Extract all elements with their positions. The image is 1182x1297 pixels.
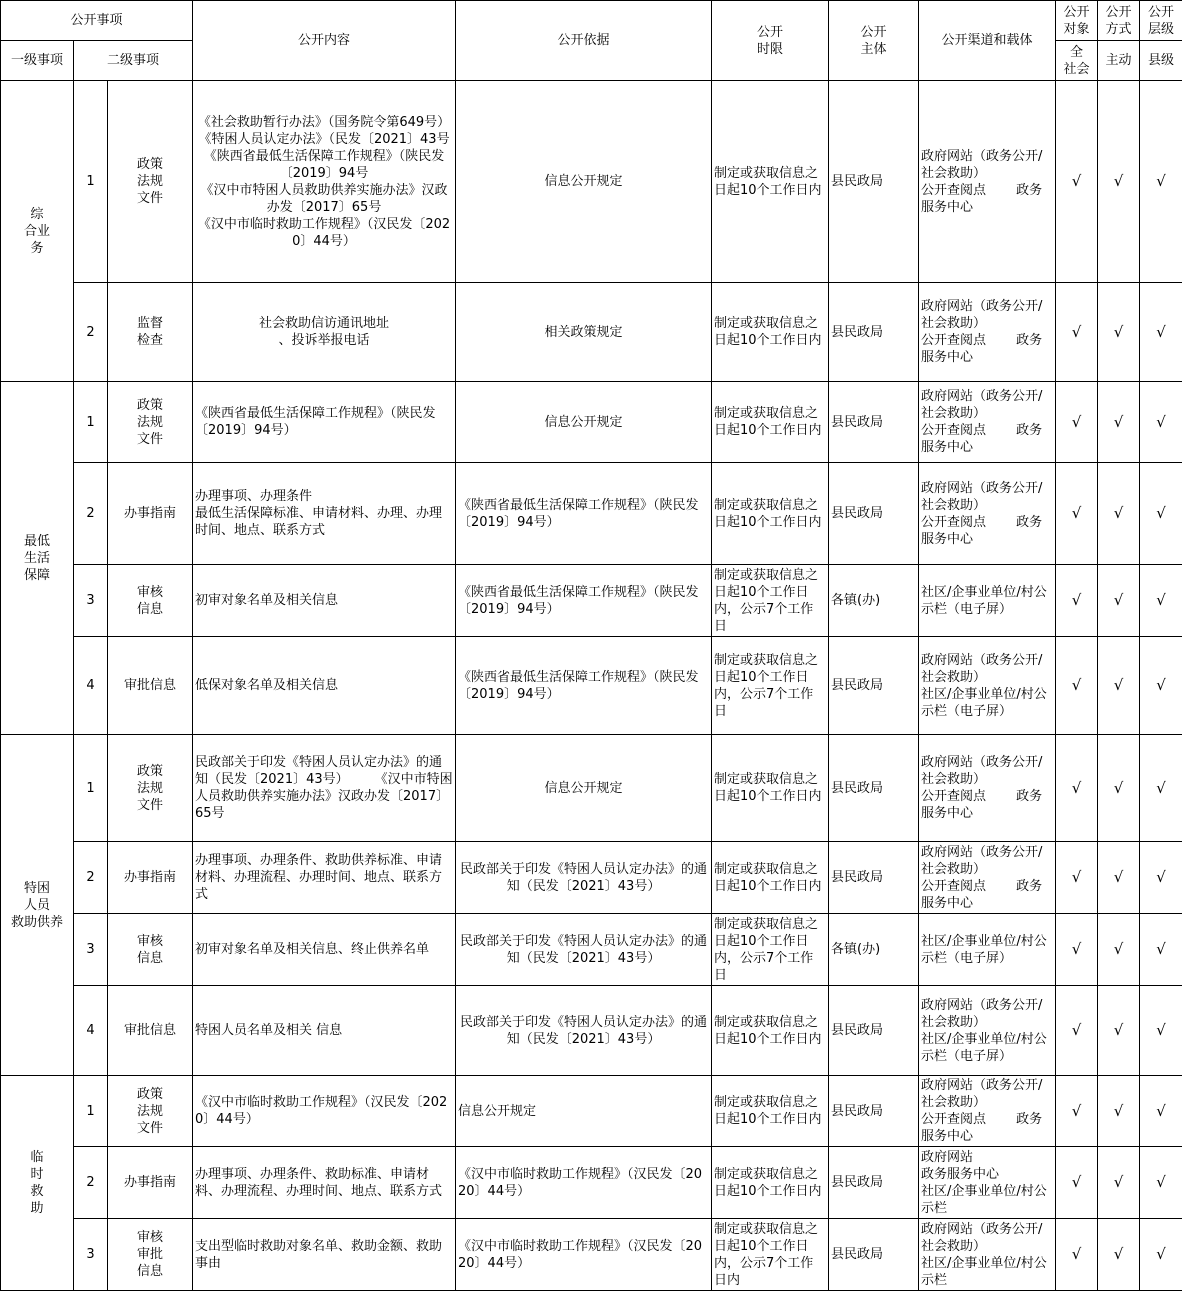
basis-cell: 民政部关于印发《特困人员认定办法》的通知（民发〔2021〕43号） [456, 986, 712, 1076]
basis-cell: 《汉中市临时救助工作规程》（汉民发〔2020〕44号） [456, 1147, 712, 1219]
header-basis: 公开依据 [456, 1, 712, 81]
check-mark-audience: √ [1056, 986, 1098, 1076]
table-body [1, 81, 1182, 1291]
check-mark-audience: √ [1056, 1219, 1098, 1291]
time-limit-cell: 制定或获取信息之日起10个工作日内 [712, 735, 829, 842]
table-row [1, 283, 1182, 382]
check-mark-method: √ [1098, 565, 1140, 637]
content-cell: 《社会救助暂行办法》（国务院令第649号） 《特困人员认定办法》（民发〔2021〕43号 《陕西省最低生活保障工作规程》（陕民发〔2019〕94号 《汉中市特困人员救助供养实施办法》汉政办发〔2017〕65号 《汉中市临时救助工作规程》（汉民发〔2020〕44号） [193, 81, 456, 283]
table-row [1, 986, 1182, 1076]
time-limit-cell: 制定或获取信息之日起10个工作日内 [712, 1147, 829, 1219]
subject-cell: 县民政局 [829, 842, 919, 914]
time-limit-cell: 制定或获取信息之日起10个工作日内 [712, 842, 829, 914]
row-number: 1 [74, 735, 108, 842]
channel-cell: 政府网站（政务公开/社会救助） 社区/企事业单位/村公示栏 [919, 1219, 1056, 1291]
content-cell: 办理事项、办理条件、救助标准、申请材料、办理流程、办理时间、地点、联系方式 [193, 1147, 456, 1219]
content-cell: 初审对象名单及相关信息 [193, 565, 456, 637]
subject-cell: 县民政局 [829, 735, 919, 842]
check-mark-method: √ [1098, 463, 1140, 565]
content-cell: 支出型临时救助对象名单、救助金额、救助事由 [193, 1219, 456, 1291]
content-cell: 低保对象名单及相关信息 [193, 637, 456, 735]
sub-item: 审核 信息 [108, 914, 193, 986]
time-limit-cell: 制定或获取信息之日起10个工作日内，公示7个工作日 [712, 565, 829, 637]
table-row [1, 463, 1182, 565]
channel-cell: 政府网站（政务公开/社会救助） 社区/企事业单位/村公示栏（电子屏） [919, 637, 1056, 735]
header-county-level: 县级 [1140, 41, 1182, 81]
check-mark-level: √ [1140, 283, 1182, 382]
check-mark-audience: √ [1056, 463, 1098, 565]
row-number: 4 [74, 637, 108, 735]
header-whole-society: 全 社会 [1056, 41, 1098, 81]
subject-cell: 县民政局 [829, 1076, 919, 1147]
content-cell: 初审对象名单及相关信息、终止供养名单 [193, 914, 456, 986]
check-mark-level: √ [1140, 986, 1182, 1076]
check-mark-method: √ [1098, 637, 1140, 735]
basis-cell: 民政部关于印发《特困人员认定办法》的通知（民发〔2021〕43号） [456, 842, 712, 914]
subject-cell: 县民政局 [829, 283, 919, 382]
table-row [1, 382, 1182, 463]
sub-item: 监督 检查 [108, 283, 193, 382]
time-limit-cell: 制定或获取信息之日起10个工作日内 [712, 81, 829, 283]
check-mark-method: √ [1098, 1076, 1140, 1147]
basis-cell: 《陕西省最低生活保障工作规程》（陕民发〔2019〕94号） [456, 565, 712, 637]
header-time-limit: 公开 时限 [712, 1, 829, 81]
row-number: 2 [74, 283, 108, 382]
check-mark-method: √ [1098, 81, 1140, 283]
sub-item: 办事指南 [108, 842, 193, 914]
subject-cell: 县民政局 [829, 1219, 919, 1291]
subject-cell: 县民政局 [829, 463, 919, 565]
header-proactive: 主动 [1098, 41, 1140, 81]
channel-cell: 政府网站（政务公开/社会救助） 公开查阅点 政务服务中心 [919, 382, 1056, 463]
check-mark-method: √ [1098, 283, 1140, 382]
check-mark-audience: √ [1056, 382, 1098, 463]
check-mark-level: √ [1140, 1076, 1182, 1147]
time-limit-cell: 制定或获取信息之日起10个工作日内 [712, 283, 829, 382]
sub-item: 审批信息 [108, 637, 193, 735]
check-mark-method: √ [1098, 914, 1140, 986]
group-name: 特困 人员 救助供养 [1, 735, 74, 1076]
table-row [1, 914, 1182, 986]
subject-cell: 县民政局 [829, 382, 919, 463]
subject-cell: 县民政局 [829, 1147, 919, 1219]
subject-cell: 各镇(办) [829, 914, 919, 986]
table-row [1, 565, 1182, 637]
check-mark-level: √ [1140, 735, 1182, 842]
row-number: 3 [74, 1219, 108, 1291]
table-row [1, 81, 1182, 283]
content-cell: 《陕西省最低生活保障工作规程》（陕民发〔2019〕94号） [193, 382, 456, 463]
content-cell: 特困人员名单及相关 信息 [193, 986, 456, 1076]
basis-cell: 《陕西省最低生活保障工作规程》（陕民发〔2019〕94号） [456, 637, 712, 735]
header-audience: 公开 对象 [1056, 1, 1098, 41]
check-mark-audience: √ [1056, 914, 1098, 986]
row-number: 1 [74, 1076, 108, 1147]
row-number: 3 [74, 914, 108, 986]
row-number: 3 [74, 565, 108, 637]
header-method: 公开 方式 [1098, 1, 1140, 41]
time-limit-cell: 制定或获取信息之日起10个工作日内，公示7个工作日内 [712, 1219, 829, 1291]
row-number: 2 [74, 1147, 108, 1219]
row-number: 1 [74, 382, 108, 463]
group-name: 综 合业 务 [1, 81, 74, 382]
table-row [1, 637, 1182, 735]
sub-item: 政策 法规 文件 [108, 382, 193, 463]
check-mark-method: √ [1098, 735, 1140, 842]
channel-cell: 政府网站（政务公开/社会救助） 公开查阅点 政务服务中心 [919, 842, 1056, 914]
group-name: 最低 生活 保障 [1, 382, 74, 735]
channel-cell: 政府网站（政务公开/社会救助） 公开查阅点 政务服务中心 [919, 1076, 1056, 1147]
channel-cell: 政府网站 政务服务中心 社区/企事业单位/村公示栏 [919, 1147, 1056, 1219]
check-mark-level: √ [1140, 81, 1182, 283]
check-mark-audience: √ [1056, 565, 1098, 637]
channel-cell: 政府网站（政务公开/社会救助） 公开查阅点 政务服务中心 [919, 463, 1056, 565]
basis-cell: 《陕西省最低生活保障工作规程》（陕民发〔2019〕94号） [456, 463, 712, 565]
header-level1: 一级事项 [1, 41, 74, 81]
check-mark-audience: √ [1056, 283, 1098, 382]
content-cell: 《汉中市临时救助工作规程》（汉民发〔2020〕44号） [193, 1076, 456, 1147]
check-mark-method: √ [1098, 1147, 1140, 1219]
content-cell: 办理事项、办理条件、救助供养标准、申请材料、办理流程、办理时间、地点、联系方式 [193, 842, 456, 914]
check-mark-audience: √ [1056, 81, 1098, 283]
sub-item: 政策 法规 文件 [108, 1076, 193, 1147]
channel-cell: 社区/企事业单位/村公示栏（电子屏） [919, 565, 1056, 637]
check-mark-level: √ [1140, 914, 1182, 986]
header-level2: 二级事项 [74, 41, 193, 81]
sub-item: 政策 法规 文件 [108, 81, 193, 283]
header-content: 公开内容 [193, 1, 456, 81]
channel-cell: 政府网站（政务公开/社会救助） 社区/企事业单位/村公示栏（电子屏） [919, 986, 1056, 1076]
table-row [1, 1076, 1182, 1147]
check-mark-level: √ [1140, 842, 1182, 914]
check-mark-method: √ [1098, 382, 1140, 463]
row-number: 2 [74, 463, 108, 565]
check-mark-audience: √ [1056, 1147, 1098, 1219]
check-mark-level: √ [1140, 565, 1182, 637]
check-mark-audience: √ [1056, 637, 1098, 735]
content-cell: 办理事项、办理条件 最低生活保障标准、申请材料、办理、办理时间、地点、联系方式 [193, 463, 456, 565]
check-mark-level: √ [1140, 1147, 1182, 1219]
check-mark-level: √ [1140, 382, 1182, 463]
check-mark-level: √ [1140, 463, 1182, 565]
subject-cell: 县民政局 [829, 986, 919, 1076]
basis-cell: 信息公开规定 [456, 1076, 712, 1147]
content-cell: 民政部关于印发《特困人员认定办法》的通知（民发〔2021〕43号） 《汉中市特困人员救助供养实施办法》汉政办发〔2017〕65号 [193, 735, 456, 842]
table-row [1, 1147, 1182, 1219]
header-gongkai-shixiang: 公开事项 [1, 1, 193, 41]
sub-item: 审批信息 [108, 986, 193, 1076]
table-row [1, 1219, 1182, 1291]
basis-cell: 信息公开规定 [456, 81, 712, 283]
check-mark-method: √ [1098, 986, 1140, 1076]
sub-item: 审核 审批 信息 [108, 1219, 193, 1291]
group-name: 临 时 救 助 [1, 1076, 74, 1291]
check-mark-level: √ [1140, 1219, 1182, 1291]
basis-cell: 《汉中市临时救助工作规程》（汉民发〔2020〕44号） [456, 1219, 712, 1291]
sub-item: 政策 法规 文件 [108, 735, 193, 842]
basis-cell: 信息公开规定 [456, 735, 712, 842]
subject-cell: 县民政局 [829, 637, 919, 735]
check-mark-audience: √ [1056, 735, 1098, 842]
row-number: 1 [74, 81, 108, 283]
header-channel: 公开渠道和载体 [919, 1, 1056, 81]
row-number: 2 [74, 842, 108, 914]
time-limit-cell: 制定或获取信息之日起10个工作日内 [712, 382, 829, 463]
check-mark-audience: √ [1056, 842, 1098, 914]
check-mark-method: √ [1098, 842, 1140, 914]
header-subject: 公开 主体 [829, 1, 919, 81]
channel-cell: 政府网站（政务公开/社会救助） 公开查阅点 政务服务中心 [919, 81, 1056, 283]
subject-cell: 县民政局 [829, 81, 919, 283]
check-mark-audience: √ [1056, 1076, 1098, 1147]
table-row [1, 735, 1182, 842]
row-number: 4 [74, 986, 108, 1076]
table-row [1, 842, 1182, 914]
check-mark-level: √ [1140, 637, 1182, 735]
time-limit-cell: 制定或获取信息之日起10个工作日内 [712, 463, 829, 565]
time-limit-cell: 制定或获取信息之日起10个工作日内，公示7个工作日 [712, 637, 829, 735]
channel-cell: 政府网站（政务公开/社会救助） 公开查阅点 政务服务中心 [919, 735, 1056, 842]
basis-cell: 相关政策规定 [456, 283, 712, 382]
basis-cell: 民政部关于印发《特困人员认定办法》的通知（民发〔2021〕43号） [456, 914, 712, 986]
time-limit-cell: 制定或获取信息之日起10个工作日内 [712, 1076, 829, 1147]
channel-cell: 社区/企事业单位/村公示栏（电子屏） [919, 914, 1056, 986]
content-cell: 社会救助信访通讯地址 、投诉举报电话 [193, 283, 456, 382]
time-limit-cell: 制定或获取信息之日起10个工作日内，公示7个工作日 [712, 914, 829, 986]
check-mark-method: √ [1098, 1219, 1140, 1291]
basis-cell: 信息公开规定 [456, 382, 712, 463]
sub-item: 审核 信息 [108, 565, 193, 637]
subject-cell: 各镇(办) [829, 565, 919, 637]
time-limit-cell: 制定或获取信息之日起10个工作日内 [712, 986, 829, 1076]
sub-item: 办事指南 [108, 1147, 193, 1219]
sub-item: 办事指南 [108, 463, 193, 565]
channel-cell: 政府网站（政务公开/社会救助） 公开查阅点 政务服务中心 [919, 283, 1056, 382]
header-level: 公开 层级 [1140, 1, 1182, 41]
